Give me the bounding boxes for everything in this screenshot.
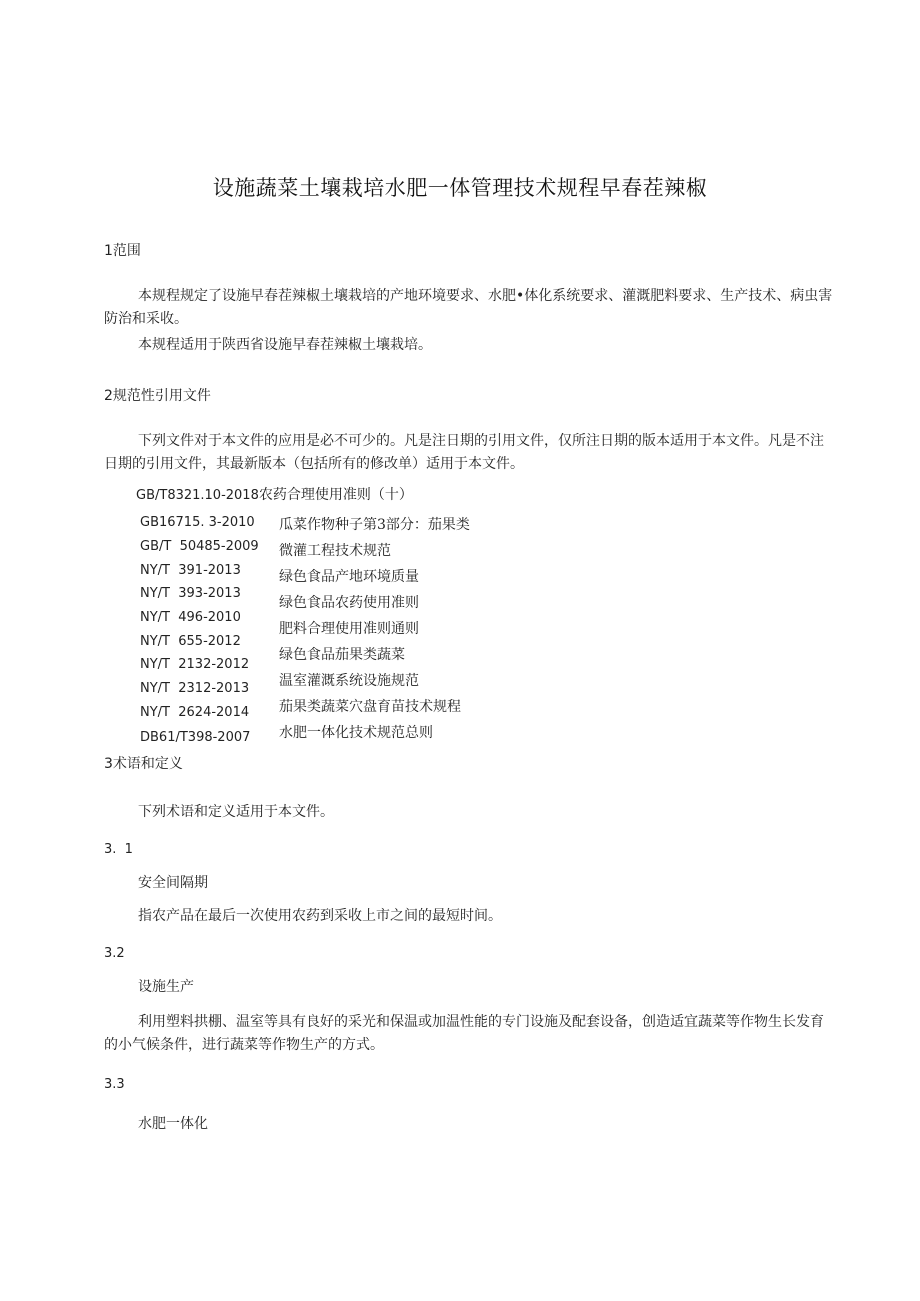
term-definition: 利用塑料拱棚、温室等具有良好的采光和保温或加温性能的专门设施及配套设备，创造适宜蔬菜等作物生长发育的小气候条件，进行蔬菜等作物生产的方式。 [104,1014,824,1053]
term-number: 3. 1 [104,842,133,857]
reference-title: 微灌工程技术规范 [279,543,391,559]
term-definition: 指农产品在最后一次使用农药到采收上市之间的最短时间。 [138,908,502,924]
scope-paragraph-2: 本规程适用于陕西省设施早春茬辣椒土壤栽培。 [138,337,432,353]
reference-code: NY/T 393-2013 [140,586,241,601]
section-heading-terms-definitions: 3术语和定义 [104,756,183,772]
reference-code: DB61/T398-2007 [140,730,251,745]
references-intro-paragraph: 下列文件对于本文件的应用是必不可少的。凡是注日期的引用文件，仅所注日期的版本适用于本文件。凡是不注日期的引用文件，其最新版本（包括所有的修改单）适用于本文件。 [104,433,824,472]
reference-code: NY/T 655-2012 [140,634,241,649]
section-heading-normative-references: 2规范性引用文件 [104,388,211,404]
term-number: 3.3 [104,1077,125,1092]
reference-code: GB/T8321.10-2018 [136,488,259,503]
reference-code: GB16715. 3-2010 [140,515,255,530]
term-name: 安全间隔期 [138,875,208,891]
reference-code: NY/T 2624-2014 [140,705,250,720]
term-number: 3.2 [104,946,125,961]
reference-code: NY/T 2132-2012 [140,657,250,672]
reference-code: NY/T 496-2010 [140,610,241,625]
scope-paragraph-1: 本规程规定了设施早春茬辣椒土壤栽培的产地环境要求、水肥•体化系统要求、灌溉肥料要求、生产技术、病虫害防治和采收。 [104,288,833,327]
reference-code: NY/T 2312-2013 [140,681,250,696]
section-heading-scope: 1范围 [104,243,141,259]
term-name: 水肥一体化 [138,1116,208,1132]
term-name: 设施生产 [138,979,194,995]
reference-title: 茄果类蔬菜穴盘育苗技术规程 [279,699,461,715]
reference-item-first [136,484,413,504]
reference-title: 农药合理使用准则（十） [258,487,413,503]
reference-code: NY/T 391-2013 [140,563,241,578]
reference-title: 绿色食品农药使用准则 [279,595,419,611]
reference-code: GB/T 50485-2009 [140,539,259,554]
reference-title: 瓜菜作物种子第3部分：茄果类 [279,517,470,533]
terms-intro: 下列术语和定义适用于本文件。 [138,804,334,820]
document-title: 设施蔬菜土壤栽培水肥一体管理技术规程早春茬辣椒 [212,176,708,200]
reference-title: 绿色食品产地环境质量 [279,569,419,585]
reference-title: 水肥一体化技术规范总则 [279,725,433,741]
reference-title: 温室灌溉系统设施规范 [279,673,419,689]
reference-title: 肥料合理使用准则通则 [279,621,419,637]
reference-title: 绿色食品茄果类蔬菜 [279,647,405,663]
